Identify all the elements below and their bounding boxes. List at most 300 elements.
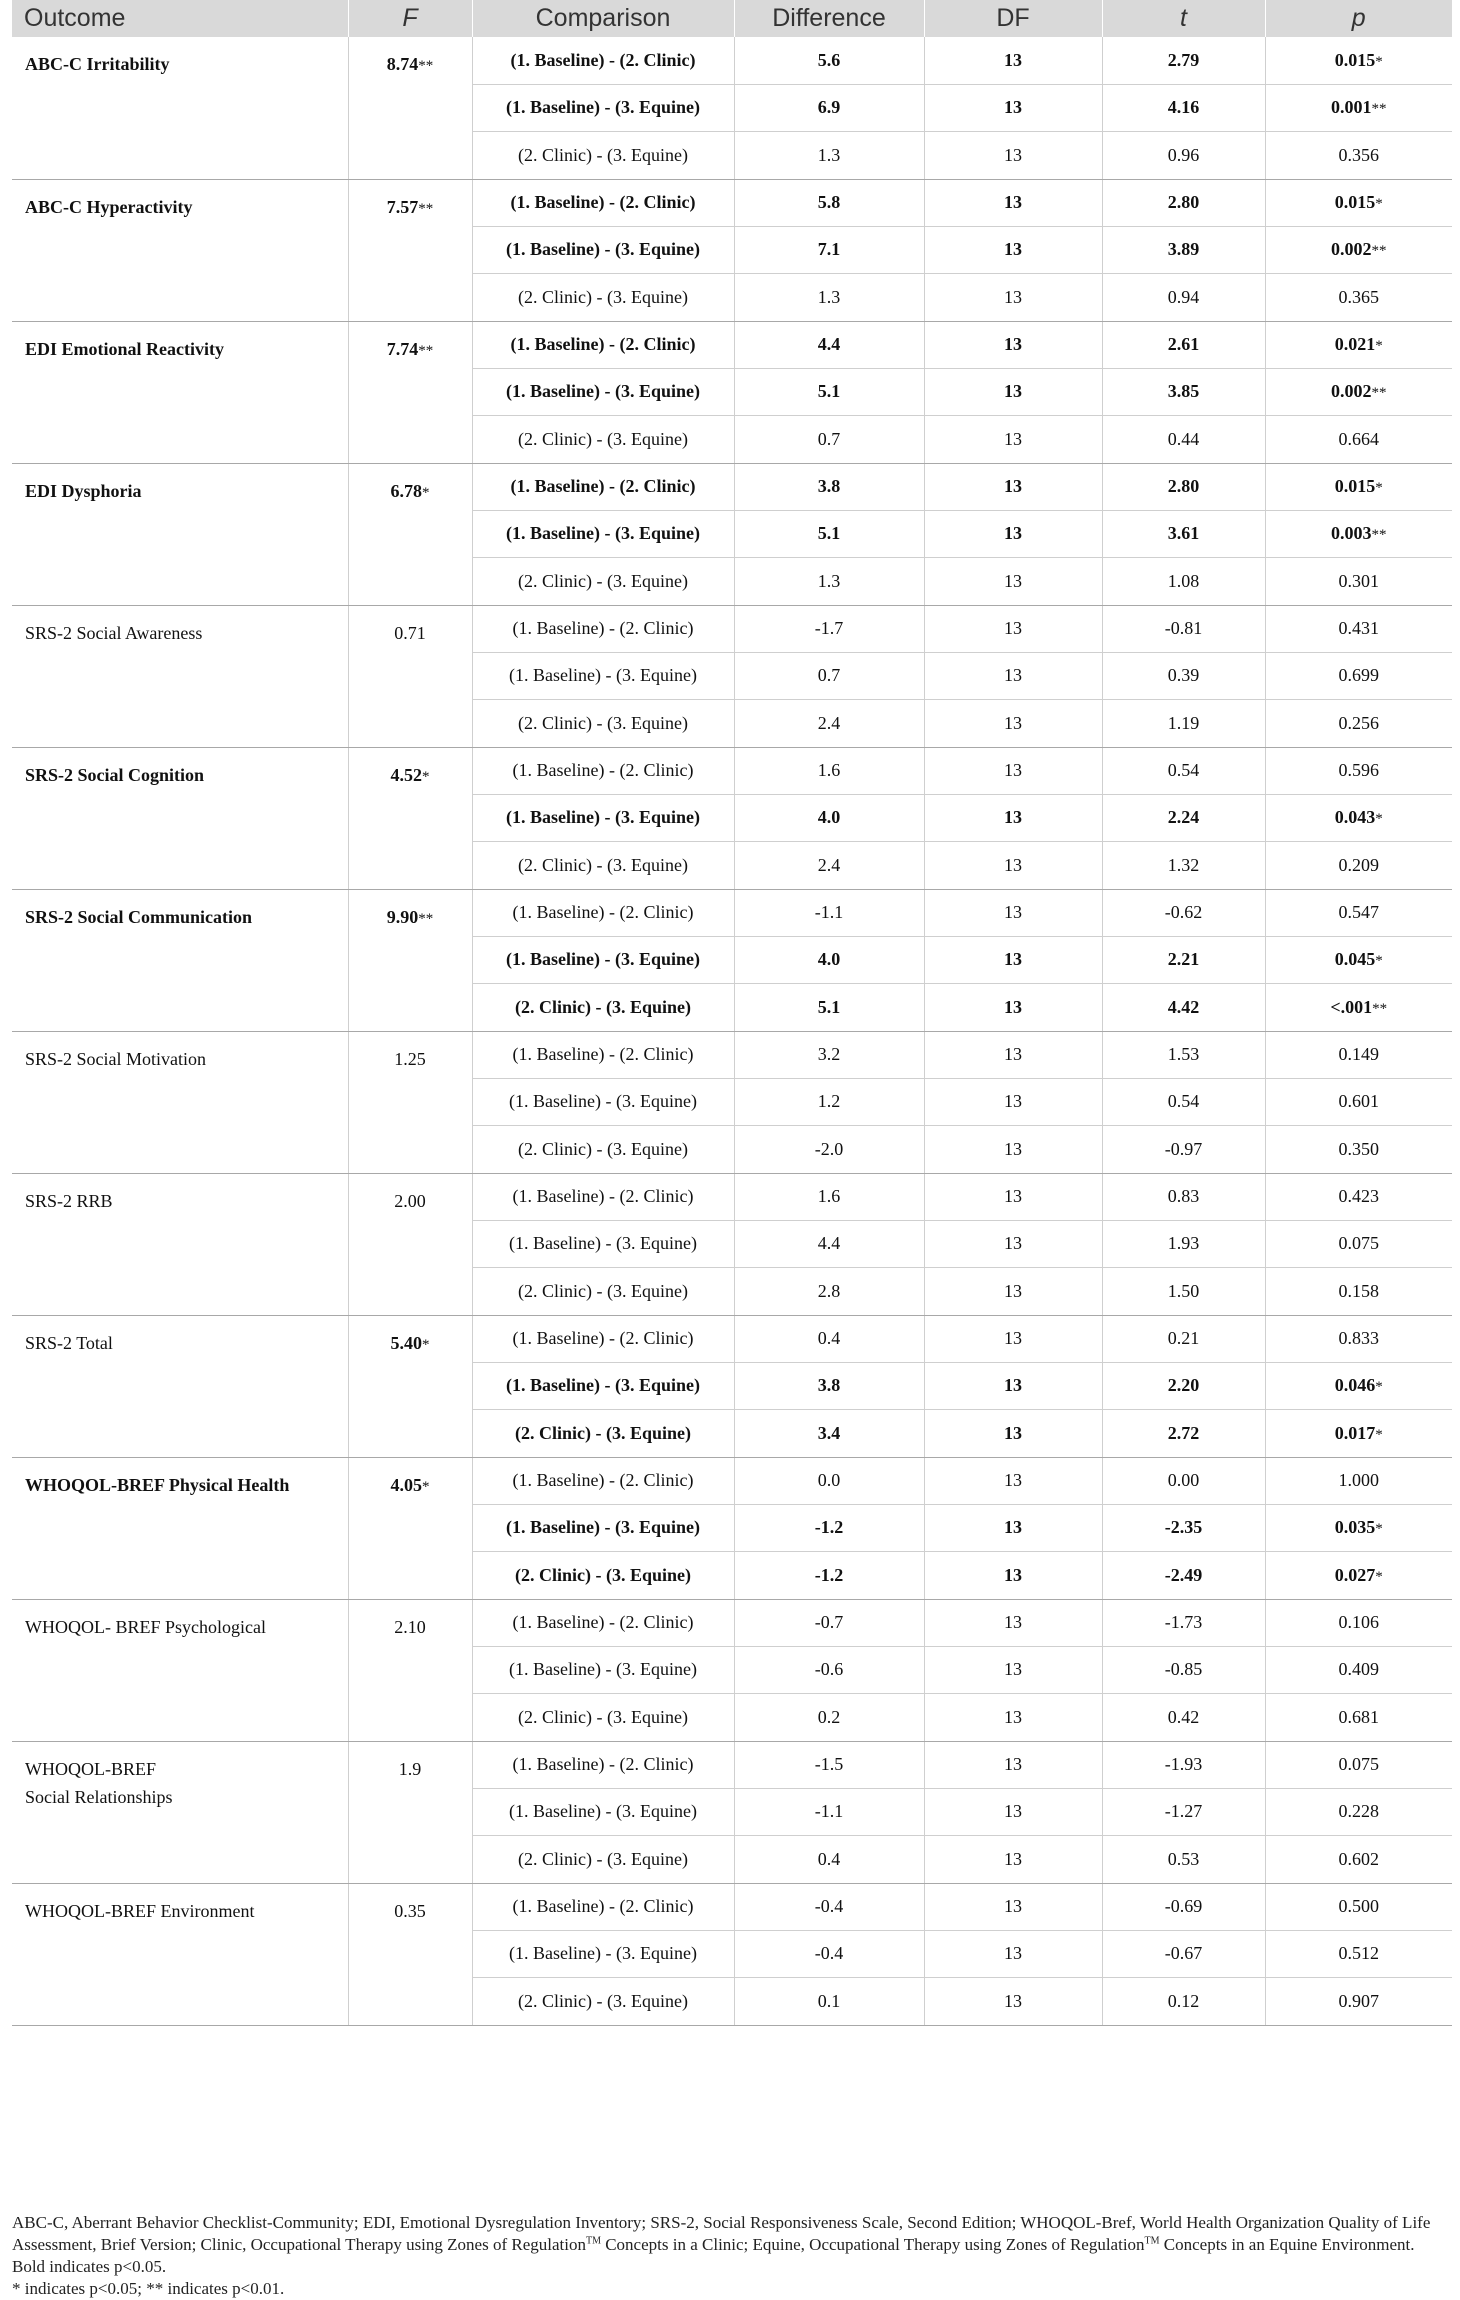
f-value-cell	[348, 605, 472, 747]
p-value: 0.046	[1334, 1375, 1376, 1395]
t-value-cell: 0.53	[1102, 1835, 1265, 1883]
df-cell: 13	[924, 652, 1102, 699]
p-value-cell	[1265, 794, 1452, 841]
t-value-cell: 1.32	[1102, 841, 1265, 889]
df-cell: 13	[924, 1599, 1102, 1646]
df-cell: 13	[924, 1173, 1102, 1220]
df-cell: 13	[924, 368, 1102, 415]
p-value-cell	[1265, 841, 1452, 889]
df-cell: 13	[924, 273, 1102, 321]
df-cell: 13	[924, 415, 1102, 463]
f-significance-stars: **	[418, 200, 434, 217]
p-value: 0.547	[1338, 902, 1379, 922]
p-value-cell	[1265, 37, 1452, 84]
comparison-cell: (1. Baseline) - (2. Clinic)	[472, 463, 734, 510]
comparison-cell: (1. Baseline) - (2. Clinic)	[472, 179, 734, 226]
df-cell: 13	[924, 84, 1102, 131]
table-row	[12, 1173, 1452, 1220]
table-row	[12, 1457, 1452, 1504]
p-value-cell	[1265, 557, 1452, 605]
comparison-cell: (1. Baseline) - (2. Clinic)	[472, 1599, 734, 1646]
t-value-cell: 3.89	[1102, 226, 1265, 273]
p-value: 0.017	[1334, 1422, 1376, 1443]
p-value-cell	[1265, 321, 1452, 368]
f-value: 7.74	[386, 338, 419, 359]
f-value: 1.9	[398, 1758, 422, 1779]
comparison-cell: (1. Baseline) - (2. Clinic)	[472, 1883, 734, 1930]
difference-cell: -0.6	[734, 1646, 924, 1693]
f-significance-stars: *	[422, 1478, 430, 1495]
p-significance-stars: **	[1371, 101, 1387, 117]
comparison-cell: (1. Baseline) - (2. Clinic)	[472, 1457, 734, 1504]
header-t: t	[1102, 0, 1265, 37]
p-significance-stars: *	[1375, 1426, 1383, 1443]
t-value-cell: -0.67	[1102, 1930, 1265, 1977]
df-cell: 13	[924, 1362, 1102, 1409]
comparison-cell: (1. Baseline) - (3. Equine)	[472, 1504, 734, 1551]
abbreviations-note	[12, 2212, 1452, 2256]
t-value-cell: 0.44	[1102, 415, 1265, 463]
df-cell: 13	[924, 889, 1102, 936]
difference-cell: 4.0	[734, 794, 924, 841]
f-value-cell	[348, 1883, 472, 2025]
comparison-cell: (2. Clinic) - (3. Equine)	[472, 841, 734, 889]
p-value: 0.015	[1334, 192, 1376, 212]
p-value-cell	[1265, 1551, 1452, 1599]
comparison-cell: (1. Baseline) - (2. Clinic)	[472, 889, 734, 936]
outcome-cell	[12, 1315, 348, 1457]
p-significance-stars: *	[1375, 953, 1383, 969]
p-significance-stars: **	[1371, 527, 1387, 543]
difference-cell: 7.1	[734, 226, 924, 273]
p-value-cell	[1265, 1362, 1452, 1409]
comparison-cell: (2. Clinic) - (3. Equine)	[472, 273, 734, 321]
p-value-cell	[1265, 463, 1452, 510]
p-value: 0.356	[1338, 144, 1379, 165]
t-value-cell: 0.83	[1102, 1173, 1265, 1220]
p-value-cell	[1265, 1267, 1452, 1315]
p-value: 0.027	[1334, 1564, 1376, 1585]
table-row	[12, 1883, 1452, 1930]
comparison-cell: (2. Clinic) - (3. Equine)	[472, 1693, 734, 1741]
f-value: 2.00	[394, 1190, 426, 1211]
f-value: 9.90	[386, 906, 419, 927]
f-value: 6.78	[390, 480, 422, 501]
outcome-label: WHOQOL- BREF Psychological	[25, 1616, 266, 1637]
outcome-label: SRS-2 Social Communication	[25, 906, 253, 927]
outcome-label: EDI Dysphoria	[25, 480, 142, 501]
df-cell: 13	[924, 1315, 1102, 1362]
difference-cell: 3.8	[734, 463, 924, 510]
p-significance-stars: *	[1375, 338, 1383, 354]
df-cell: 13	[924, 37, 1102, 84]
f-value-cell	[348, 1599, 472, 1741]
comparison-cell: (1. Baseline) - (3. Equine)	[472, 1646, 734, 1693]
p-value: 0.365	[1338, 286, 1379, 307]
df-cell: 13	[924, 1078, 1102, 1125]
table-body	[12, 37, 1452, 2025]
df-cell: 13	[924, 1031, 1102, 1078]
p-value: 0.699	[1338, 665, 1379, 685]
f-significance-stars: *	[422, 484, 430, 501]
difference-cell: 0.4	[734, 1835, 924, 1883]
difference-cell: 0.7	[734, 415, 924, 463]
df-cell: 13	[924, 1693, 1102, 1741]
df-cell: 13	[924, 1883, 1102, 1930]
difference-cell: 5.1	[734, 368, 924, 415]
df-cell: 13	[924, 605, 1102, 652]
comparison-cell: (2. Clinic) - (3. Equine)	[472, 1409, 734, 1457]
t-value-cell: 2.80	[1102, 463, 1265, 510]
df-cell: 13	[924, 1835, 1102, 1883]
f-value-cell	[348, 889, 472, 1031]
outcome-cell	[12, 1173, 348, 1315]
t-value-cell: 1.93	[1102, 1220, 1265, 1267]
f-value: 8.74	[386, 54, 419, 74]
p-value: 0.350	[1338, 1138, 1379, 1159]
df-cell: 13	[924, 1409, 1102, 1457]
p-significance-stars: *	[1375, 480, 1383, 496]
df-cell: 13	[924, 1930, 1102, 1977]
difference-cell: 1.3	[734, 557, 924, 605]
header-p: p	[1265, 0, 1452, 37]
outcome-cell	[12, 463, 348, 605]
difference-cell: -0.4	[734, 1930, 924, 1977]
header-comparison: Comparison	[472, 0, 734, 37]
df-cell: 13	[924, 321, 1102, 368]
t-value-cell: -0.62	[1102, 889, 1265, 936]
f-value-cell	[348, 1031, 472, 1173]
t-value-cell: 3.61	[1102, 510, 1265, 557]
p-value: 0.106	[1338, 1612, 1379, 1632]
difference-cell: 3.2	[734, 1031, 924, 1078]
f-value: 2.10	[394, 1616, 426, 1637]
f-value: 4.05	[390, 1474, 422, 1495]
p-value: 0.035	[1334, 1517, 1376, 1537]
f-significance-stars: **	[418, 342, 434, 359]
p-value-cell	[1265, 605, 1452, 652]
p-value-cell	[1265, 1125, 1452, 1173]
t-value-cell: 0.54	[1102, 1078, 1265, 1125]
p-value-cell	[1265, 1173, 1452, 1220]
difference-cell: 1.6	[734, 1173, 924, 1220]
f-value: 7.57	[386, 196, 419, 217]
comparison-cell: (1. Baseline) - (3. Equine)	[472, 1220, 734, 1267]
t-value-cell: -0.85	[1102, 1646, 1265, 1693]
p-value-cell	[1265, 1504, 1452, 1551]
significance-note: * indicates p<0.05; ** indicates p<0.01.	[12, 2279, 285, 2298]
abbreviations-text-c: Concepts in an Equine Environment.	[1159, 2235, 1415, 2254]
difference-cell: -1.2	[734, 1504, 924, 1551]
comparison-cell: (2. Clinic) - (3. Equine)	[472, 1977, 734, 2025]
comparison-cell: (2. Clinic) - (3. Equine)	[472, 1267, 734, 1315]
df-cell: 13	[924, 1646, 1102, 1693]
p-value-cell	[1265, 699, 1452, 747]
df-cell: 13	[924, 510, 1102, 557]
f-value: 5.40	[390, 1332, 422, 1353]
p-value: 0.158	[1338, 1280, 1379, 1301]
p-value: 1.000	[1338, 1470, 1379, 1490]
f-value-cell	[348, 1173, 472, 1315]
table-footnotes	[12, 2212, 1452, 2300]
outcome-label: WHOQOL-BREF Physical Health	[25, 1474, 290, 1495]
comparison-cell: (1. Baseline) - (2. Clinic)	[472, 1173, 734, 1220]
comparison-cell: (1. Baseline) - (3. Equine)	[472, 652, 734, 699]
difference-cell: 1.6	[734, 747, 924, 794]
t-value-cell: 3.85	[1102, 368, 1265, 415]
df-cell: 13	[924, 794, 1102, 841]
f-value-cell	[348, 1457, 472, 1599]
p-value: 0.301	[1338, 570, 1379, 591]
p-value: 0.001	[1331, 97, 1372, 117]
comparison-cell: (2. Clinic) - (3. Equine)	[472, 131, 734, 179]
difference-cell: -0.7	[734, 1599, 924, 1646]
p-value-cell	[1265, 1646, 1452, 1693]
df-cell: 13	[924, 1504, 1102, 1551]
difference-cell: 1.2	[734, 1078, 924, 1125]
p-value-cell	[1265, 84, 1452, 131]
t-value-cell: 2.20	[1102, 1362, 1265, 1409]
p-value-cell	[1265, 1883, 1452, 1930]
df-cell: 13	[924, 226, 1102, 273]
table-row	[12, 889, 1452, 936]
p-value-cell	[1265, 1741, 1452, 1788]
p-value: 0.149	[1338, 1044, 1379, 1064]
df-cell: 13	[924, 1220, 1102, 1267]
t-value-cell: 2.24	[1102, 794, 1265, 841]
t-value-cell: 0.94	[1102, 273, 1265, 321]
f-significance-stars: **	[418, 58, 434, 74]
comparison-cell: (1. Baseline) - (3. Equine)	[472, 1788, 734, 1835]
table-row	[12, 179, 1452, 226]
t-value-cell: -2.49	[1102, 1551, 1265, 1599]
p-value-cell	[1265, 1788, 1452, 1835]
outcome-label: ABC-C Hyperactivity	[25, 196, 193, 217]
difference-cell: 0.2	[734, 1693, 924, 1741]
p-value-cell	[1265, 1457, 1452, 1504]
p-value: <.001	[1330, 996, 1373, 1017]
comparison-cell: (1. Baseline) - (3. Equine)	[472, 226, 734, 273]
p-value: 0.596	[1338, 760, 1379, 780]
t-value-cell: -1.27	[1102, 1788, 1265, 1835]
outcome-label: SRS-2 Social Cognition	[25, 764, 205, 785]
p-value: 0.907	[1338, 1990, 1379, 2011]
p-value: 0.003	[1331, 523, 1372, 543]
t-value-cell: -1.93	[1102, 1741, 1265, 1788]
p-value: 0.015	[1334, 49, 1376, 70]
trademark-mark: TM	[1144, 2235, 1160, 2247]
p-value-cell	[1265, 510, 1452, 557]
comparison-cell: (1. Baseline) - (2. Clinic)	[472, 1741, 734, 1788]
p-value: 0.512	[1338, 1943, 1379, 1963]
comparison-cell: (1. Baseline) - (2. Clinic)	[472, 1031, 734, 1078]
t-value-cell: 2.79	[1102, 37, 1265, 84]
outcome-label: SRS-2 Social Motivation	[25, 1048, 207, 1069]
t-value-cell: -0.69	[1102, 1883, 1265, 1930]
t-value-cell: 1.53	[1102, 1031, 1265, 1078]
difference-cell: 0.1	[734, 1977, 924, 2025]
f-significance-stars: *	[422, 1336, 430, 1353]
difference-cell: 5.6	[734, 37, 924, 84]
f-significance-stars: *	[422, 768, 430, 785]
t-value-cell: 4.42	[1102, 983, 1265, 1031]
difference-cell: 6.9	[734, 84, 924, 131]
table-row	[12, 605, 1452, 652]
p-value-cell	[1265, 415, 1452, 463]
outcome-label: WHOQOL-BREF	[25, 1758, 156, 1779]
outcome-label: SRS-2 Total	[25, 1332, 113, 1353]
p-value-cell	[1265, 936, 1452, 983]
p-value: 0.602	[1338, 1848, 1379, 1869]
comparison-cell: (1. Baseline) - (3. Equine)	[472, 84, 734, 131]
p-significance-stars: *	[1375, 1521, 1383, 1537]
difference-cell: 1.3	[734, 273, 924, 321]
header-df: DF	[924, 0, 1102, 37]
p-value-cell	[1265, 1693, 1452, 1741]
abbreviations-text-b: Concepts in a Clinic; Equine, Occupational Therapy using Zones of Regulation	[600, 2235, 1145, 2254]
p-value: 0.500	[1338, 1896, 1379, 1916]
p-value: 0.002	[1331, 239, 1372, 259]
difference-cell: -1.5	[734, 1741, 924, 1788]
t-value-cell: 0.00	[1102, 1457, 1265, 1504]
p-significance-stars: *	[1375, 1568, 1383, 1585]
outcome-label: SRS-2 RRB	[25, 1190, 113, 1211]
t-value-cell: 1.19	[1102, 699, 1265, 747]
comparison-cell: (1. Baseline) - (3. Equine)	[472, 936, 734, 983]
p-value-cell	[1265, 747, 1452, 794]
table-row	[12, 1315, 1452, 1362]
p-value: 0.601	[1338, 1091, 1379, 1111]
p-significance-stars: *	[1375, 1379, 1383, 1395]
df-cell: 13	[924, 983, 1102, 1031]
df-cell: 13	[924, 1977, 1102, 2025]
comparison-cell: (1. Baseline) - (3. Equine)	[472, 510, 734, 557]
difference-cell: 5.1	[734, 510, 924, 557]
difference-cell: 3.8	[734, 1362, 924, 1409]
p-value-cell	[1265, 1031, 1452, 1078]
df-cell: 13	[924, 1788, 1102, 1835]
table-row	[12, 1599, 1452, 1646]
p-value: 0.256	[1338, 712, 1379, 733]
p-value: 0.075	[1338, 1233, 1379, 1253]
p-value: 0.002	[1331, 381, 1372, 401]
comparison-cell: (2. Clinic) - (3. Equine)	[472, 415, 734, 463]
difference-cell: 1.3	[734, 131, 924, 179]
t-value-cell: 4.16	[1102, 84, 1265, 131]
comparison-cell: (2. Clinic) - (3. Equine)	[472, 699, 734, 747]
p-value-cell	[1265, 983, 1452, 1031]
t-value-cell: 1.08	[1102, 557, 1265, 605]
t-value-cell: -0.81	[1102, 605, 1265, 652]
outcome-cell	[12, 1599, 348, 1741]
p-value-cell	[1265, 889, 1452, 936]
difference-cell: 2.4	[734, 841, 924, 889]
table-row	[12, 37, 1452, 84]
p-significance-stars: **	[1371, 243, 1387, 259]
difference-cell: 3.4	[734, 1409, 924, 1457]
table-row	[12, 321, 1452, 368]
t-value-cell: 0.96	[1102, 131, 1265, 179]
comparison-cell: (2. Clinic) - (3. Equine)	[472, 557, 734, 605]
p-significance-stars: *	[1375, 196, 1383, 212]
df-cell: 13	[924, 1457, 1102, 1504]
p-value: 0.021	[1334, 334, 1376, 354]
p-value-cell	[1265, 1835, 1452, 1883]
table-header	[12, 0, 1452, 37]
t-value-cell: 1.50	[1102, 1267, 1265, 1315]
f-value-cell	[348, 1741, 472, 1883]
t-value-cell: 2.72	[1102, 1409, 1265, 1457]
abbreviations-text-a: ABC-C, Aberrant Behavior Checklist-Community; EDI, Emotional Dysregulation Inventory; SRS-2, Social Responsiveness Scale, Second Edition; WHOQOL-Bref, World Health Organization Quality of Life Assessment, Brief Version; Clinic, Occupational Therapy using Zones of Regulation	[12, 2213, 1431, 2254]
comparison-cell: (2. Clinic) - (3. Equine)	[472, 1125, 734, 1173]
comparison-cell: (1. Baseline) - (3. Equine)	[472, 368, 734, 415]
p-value: 0.833	[1338, 1328, 1379, 1348]
outcome-label: WHOQOL-BREF Environment	[25, 1900, 255, 1921]
outcome-cell	[12, 1031, 348, 1173]
p-value: 0.209	[1338, 854, 1379, 875]
t-value-cell: 2.80	[1102, 179, 1265, 226]
t-value-cell: 0.21	[1102, 1315, 1265, 1362]
p-value: 0.409	[1338, 1659, 1379, 1679]
difference-cell: 2.8	[734, 1267, 924, 1315]
p-significance-stars: *	[1375, 811, 1383, 827]
p-significance-stars: *	[1375, 53, 1383, 70]
df-cell: 13	[924, 1741, 1102, 1788]
trademark-mark: TM	[585, 2235, 601, 2247]
df-cell: 13	[924, 841, 1102, 889]
comparison-cell: (1. Baseline) - (2. Clinic)	[472, 37, 734, 84]
p-value-cell	[1265, 1599, 1452, 1646]
t-value-cell: -0.97	[1102, 1125, 1265, 1173]
difference-cell: 4.0	[734, 936, 924, 983]
difference-cell: 5.1	[734, 983, 924, 1031]
p-value: 0.664	[1338, 428, 1379, 449]
bold-note: Bold indicates p<0.05.	[12, 2257, 167, 2276]
table-row	[12, 463, 1452, 510]
p-value-cell	[1265, 1930, 1452, 1977]
p-value: 0.681	[1338, 1706, 1379, 1727]
outcome-label: ABC-C Irritability	[25, 54, 170, 74]
t-value-cell: 0.42	[1102, 1693, 1265, 1741]
outcome-label: EDI Emotional Reactivity	[25, 338, 224, 359]
df-cell: 13	[924, 936, 1102, 983]
difference-cell: -1.1	[734, 889, 924, 936]
f-value-cell	[348, 179, 472, 321]
f-significance-stars: **	[418, 910, 434, 927]
table-row	[12, 747, 1452, 794]
difference-cell: 4.4	[734, 321, 924, 368]
header-f: F	[348, 0, 472, 37]
p-value-cell	[1265, 1409, 1452, 1457]
p-value: 0.075	[1338, 1754, 1379, 1774]
difference-cell: -2.0	[734, 1125, 924, 1173]
comparison-cell: (1. Baseline) - (2. Clinic)	[472, 747, 734, 794]
outcome-cell	[12, 1883, 348, 2025]
header-difference: Difference	[734, 0, 924, 37]
comparison-cell: (2. Clinic) - (3. Equine)	[472, 983, 734, 1031]
comparison-cell: (1. Baseline) - (3. Equine)	[472, 1930, 734, 1977]
f-value: 0.71	[394, 622, 426, 643]
df-cell: 13	[924, 747, 1102, 794]
f-value: 1.25	[394, 1048, 426, 1069]
difference-cell: 2.4	[734, 699, 924, 747]
t-value-cell: -1.73	[1102, 1599, 1265, 1646]
difference-cell: 0.0	[734, 1457, 924, 1504]
p-significance-stars: **	[1371, 385, 1387, 401]
df-cell: 13	[924, 1125, 1102, 1173]
difference-cell: 0.7	[734, 652, 924, 699]
p-value-cell	[1265, 226, 1452, 273]
